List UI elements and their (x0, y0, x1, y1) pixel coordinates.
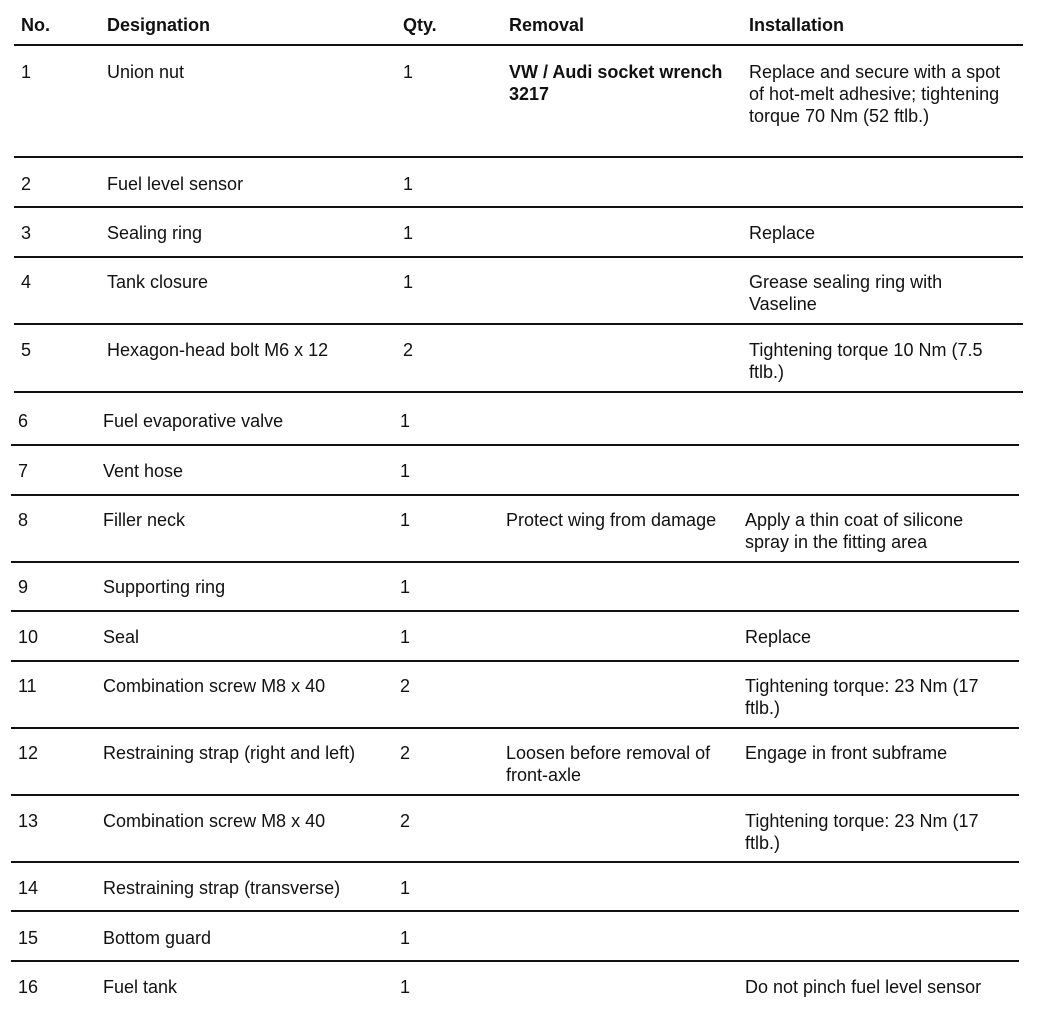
row-qty: 1 (400, 878, 411, 898)
row-number: 9 (18, 577, 29, 597)
row-qty: 1 (400, 977, 411, 997)
row-installation: Engage in front subframe (745, 743, 948, 763)
row-number: 6 (18, 411, 29, 431)
row-designation: Bottom guard (103, 928, 212, 948)
table-header (0, 14, 1056, 38)
row-designation: Vent hose (103, 461, 184, 481)
row-number: 15 (18, 928, 39, 948)
row-qty: 1 (400, 928, 411, 948)
row-installation: Tightening torque: 23 Nm (17 ftlb.) (745, 676, 979, 718)
row-qty: 1 (400, 627, 411, 647)
header-qty: Qty. (403, 15, 437, 35)
row-removal: Loosen before removal of front-axle (506, 743, 711, 785)
row-rule (14, 391, 1023, 393)
row-installation: Replace (749, 223, 816, 243)
row-qty: 2 (403, 340, 414, 360)
row-rule (11, 561, 1019, 563)
row-designation: Seal (103, 627, 140, 647)
row-rule (14, 156, 1023, 158)
row-designation: Hexagon-head bolt M6 x 12 (107, 340, 329, 360)
row-designation: Combination screw M8 x 40 (103, 811, 326, 831)
row-number: 5 (21, 340, 32, 360)
row-rule (11, 794, 1019, 796)
row-installation: Tightening torque 10 Nm (7.5 ftlb.) (749, 340, 983, 382)
row-number: 10 (18, 627, 39, 647)
row-designation: Fuel tank (103, 977, 178, 997)
row-installation: Apply a thin coat of silicone spray in the fitting area (745, 510, 964, 552)
row-installation: Grease sealing ring with Vaseline (749, 272, 943, 314)
row-designation: Restraining strap (right and left) (103, 743, 356, 763)
header-no: No. (21, 15, 50, 35)
row-number: 1 (21, 62, 32, 82)
row-qty: 1 (400, 411, 411, 431)
row-installation: Replace and secure with a spot of hot-melt adhesive; tightening torque 70 Nm (52 ftlb.) (749, 62, 1001, 126)
row-installation: Do not pinch fuel level sensor (745, 977, 982, 997)
header-installation: Installation (749, 15, 845, 35)
row-rule (11, 660, 1019, 662)
row-removal: VW / Audi socket wrench 3217 (509, 62, 723, 104)
row-number: 16 (18, 977, 39, 997)
row-designation: Filler neck (103, 510, 186, 530)
row-designation: Tank closure (107, 272, 209, 292)
row-rule (11, 727, 1019, 729)
header-rule (14, 44, 1023, 46)
row-number: 4 (21, 272, 32, 292)
row-number: 7 (18, 461, 29, 481)
row-removal: Protect wing from damage (506, 510, 717, 530)
row-designation: Supporting ring (103, 577, 226, 597)
row-installation: Replace (745, 627, 812, 647)
row-rule (11, 960, 1019, 962)
row-qty: 1 (400, 577, 411, 597)
row-number: 14 (18, 878, 39, 898)
row-rule (11, 861, 1019, 863)
row-rule (14, 256, 1023, 258)
header-removal: Removal (509, 15, 585, 35)
row-designation: Fuel level sensor (107, 174, 244, 194)
header-designation: Designation (107, 15, 211, 35)
row-rule (14, 323, 1023, 325)
row-number: 11 (18, 676, 37, 696)
row-number: 13 (18, 811, 39, 831)
row-number: 12 (18, 743, 39, 763)
row-qty: 1 (403, 174, 414, 194)
row-designation: Sealing ring (107, 223, 203, 243)
row-rule (11, 610, 1019, 612)
row-number: 3 (21, 223, 32, 243)
row-rule (11, 910, 1019, 912)
row-qty: 1 (403, 223, 414, 243)
row-qty: 2 (400, 743, 411, 763)
row-designation: Union nut (107, 62, 185, 82)
row-installation: Tightening torque: 23 Nm (17 ftlb.) (745, 811, 979, 853)
row-rule (11, 494, 1019, 496)
row-qty: 1 (400, 461, 411, 481)
row-rule (11, 444, 1019, 446)
row-designation: Combination screw M8 x 40 (103, 676, 326, 696)
row-qty: 2 (400, 676, 411, 696)
row-number: 2 (21, 174, 32, 194)
row-qty: 2 (400, 811, 411, 831)
row-qty: 1 (400, 510, 411, 530)
row-qty: 1 (403, 62, 414, 82)
row-qty: 1 (403, 272, 414, 292)
row-rule (14, 206, 1023, 208)
row-designation: Fuel evaporative valve (103, 411, 284, 431)
row-designation: Restraining strap (transverse) (103, 878, 341, 898)
row-number: 8 (18, 510, 29, 530)
